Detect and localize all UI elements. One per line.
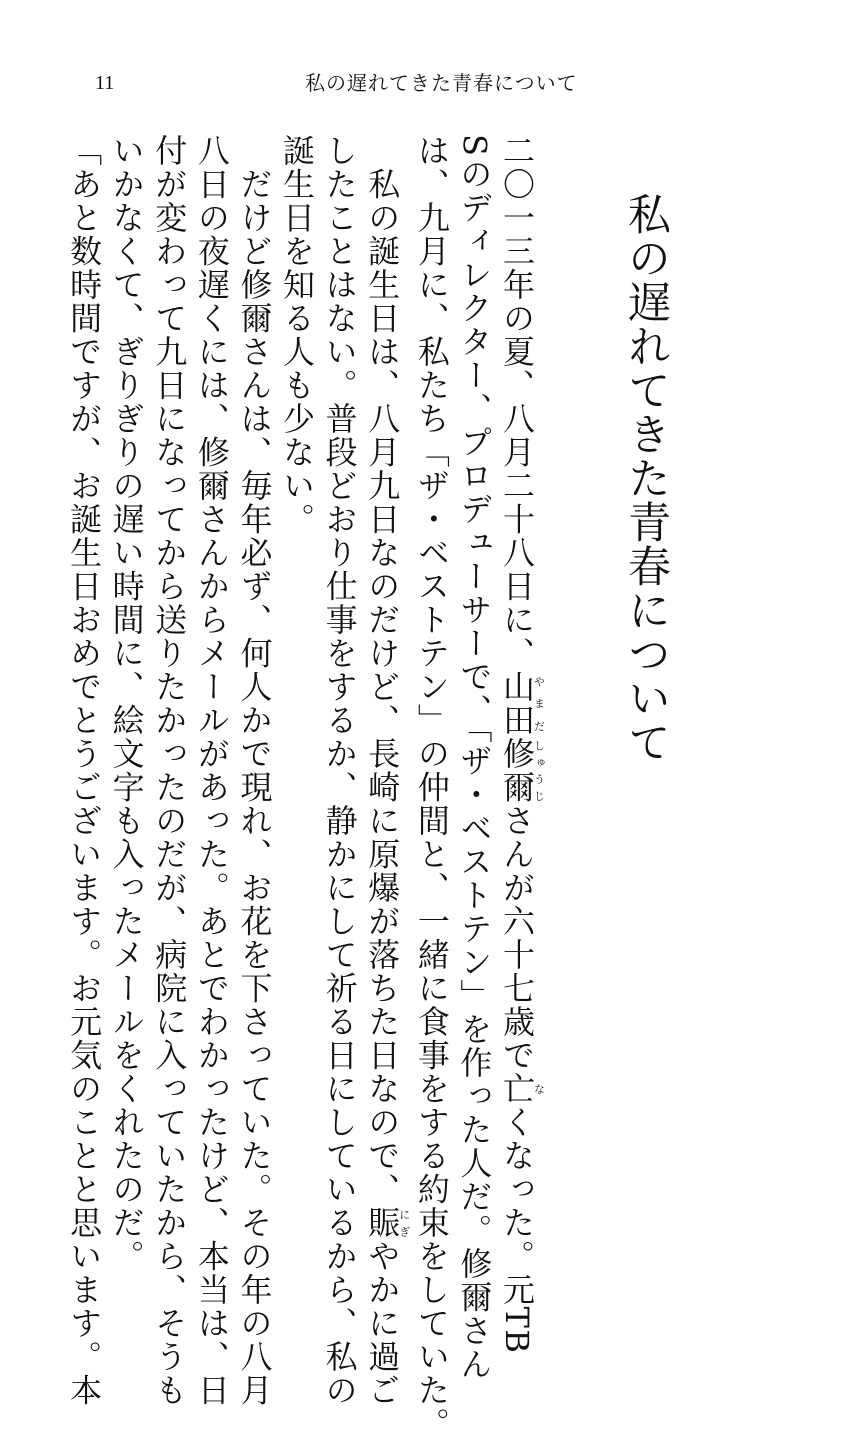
lively-kanji: 賑にぎ bbox=[363, 1206, 411, 1240]
text-line: Sのディレクター、プロデューサーで、「ザ・ベストテン」を作った人だ。修爾さん bbox=[455, 134, 494, 1381]
name-given: 修爾しゅうじ bbox=[498, 737, 546, 804]
name-surname: 山田やまだ bbox=[498, 670, 546, 737]
text-line: したことはない。普段どおり仕事をするか、静かにして祈る日にしているから、私の bbox=[320, 134, 359, 1407]
body-text bbox=[62, 134, 546, 1441]
text-line: 八日の夜遅くには、修爾さんからメールがあった。あとでわかったけど、本当は、日 bbox=[192, 134, 231, 1407]
running-head: 私の遅れてきた青春について bbox=[305, 71, 578, 95]
text-line: いかなくて、ぎりぎりの遅い時間に、絵文字も入ったメールをくれたのだ。 bbox=[107, 134, 146, 1273]
paragraph-2 bbox=[275, 134, 411, 1407]
text-line: だけど修爾さんは、毎年必ず、何人かで現れ、お花を下さっていた。その年の八月 bbox=[235, 167, 274, 1407]
text-line: 誕生日を知る人も少ない。 bbox=[278, 134, 317, 536]
page-number: 11 bbox=[95, 72, 115, 94]
text-line: 付が変わって九日になってから送りたかったのだが、病院に入っていたから、そうも bbox=[150, 134, 189, 1407]
chapter-title: 私の遅れてきた青春について bbox=[621, 192, 671, 764]
text-line: 二〇一三年の夏、八月二十八日に、山田やまだ修爾しゅうじさんが六十七歳で亡なくなった。元TB bbox=[498, 134, 546, 1355]
paragraph-1 bbox=[410, 134, 546, 1441]
text-line: 私の誕生日は、八月九日なのだけど、長崎に原爆が落ちた日なので、賑にぎやかに過ご bbox=[363, 167, 411, 1407]
text-line: 「あと数時間ですが、お誕生日おめでとうございます。お元気のことと思います。本 bbox=[65, 134, 104, 1407]
died-kanji: 亡な bbox=[498, 1072, 546, 1106]
text-line: は、九月に、私たち「ザ・ベストテン」の仲間と、一緒に食事をする約束をしていた。 bbox=[412, 134, 451, 1441]
paragraph-3 bbox=[62, 134, 275, 1407]
